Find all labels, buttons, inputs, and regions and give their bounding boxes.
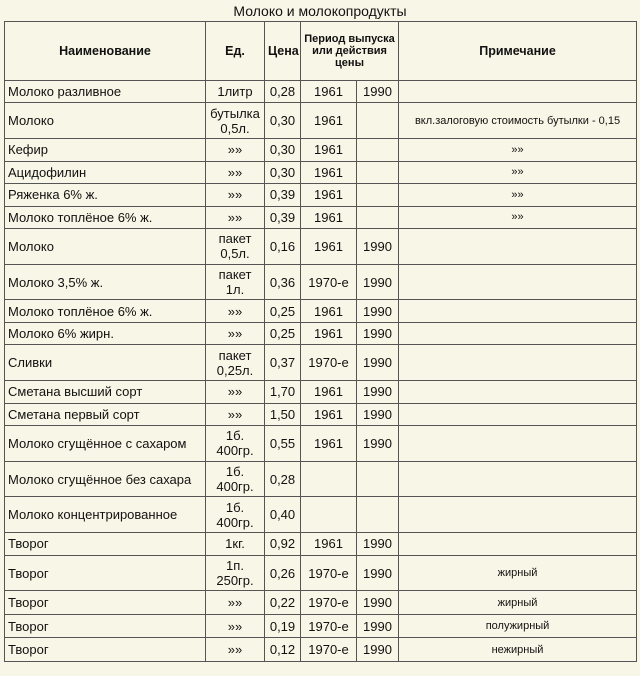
cell-note: »» [399,206,637,228]
cell-note: нежирный [399,638,637,662]
cell-name: Творог [5,614,206,637]
cell-note [399,381,637,403]
cell-unit: »» [206,161,265,183]
cell-y1: 1961 [301,300,357,322]
cell-unit: пакет 0,5л. [206,229,265,265]
cell-price: 0,39 [265,184,301,206]
cell-name: Молоко топлёное 6% ж. [5,300,206,322]
table-row [5,426,637,462]
cell-y1: 1961 [301,103,357,139]
cell-price: 0,25 [265,322,301,344]
cell-unit: »» [206,184,265,206]
header-note: Примечание [399,22,637,81]
cell-unit: 1б. 400гр. [206,426,265,462]
header-row [5,22,637,81]
cell-y1: 1970-е [301,638,357,662]
cell-y1: 1961 [301,381,357,403]
cell-name: Молоко сгущённое без сахара [5,461,206,497]
cell-note [399,403,637,425]
cell-name: Ацидофилин [5,161,206,183]
table-row [5,229,637,265]
cell-name: Творог [5,638,206,662]
table-row [5,300,637,322]
cell-name: Молоко [5,229,206,265]
cell-unit: пакет 1л. [206,264,265,300]
cell-y1: 1970-е [301,614,357,637]
cell-y2: 1990 [357,426,399,462]
cell-y2 [357,206,399,228]
cell-y2: 1990 [357,403,399,425]
cell-price: 0,25 [265,300,301,322]
cell-name: Молоко 3,5% ж. [5,264,206,300]
cell-unit: бутылка 0,5л. [206,103,265,139]
cell-y2: 1990 [357,533,399,555]
cell-unit: »» [206,591,265,614]
cell-y1: 1961 [301,426,357,462]
table-row [5,161,637,183]
cell-y2: 1990 [357,81,399,103]
cell-price: 0,30 [265,161,301,183]
cell-name: Молоко топлёное 6% ж. [5,206,206,228]
cell-note: жирный [399,591,637,614]
cell-price: 0,22 [265,591,301,614]
cell-y2: 1990 [357,300,399,322]
cell-name: Творог [5,591,206,614]
cell-y2 [357,497,399,533]
cell-y2: 1990 [357,555,399,591]
cell-y2: 1990 [357,381,399,403]
table-row [5,533,637,555]
cell-y2: 1990 [357,322,399,344]
cell-y2: 1990 [357,229,399,265]
cell-price: 0,28 [265,81,301,103]
cell-note [399,533,637,555]
header-unit: Ед. [206,22,265,81]
cell-note [399,426,637,462]
cell-y1: 1961 [301,206,357,228]
cell-y2 [357,184,399,206]
cell-y2: 1990 [357,264,399,300]
cell-unit: 1п. 250гр. [206,555,265,591]
table-row [5,591,637,614]
cell-unit: »» [206,300,265,322]
cell-unit: »» [206,381,265,403]
cell-price: 0,19 [265,614,301,637]
cell-name: Молоко [5,103,206,139]
cell-price: 0,39 [265,206,301,228]
cell-price: 0,26 [265,555,301,591]
table-row [5,461,637,497]
cell-name: Сливки [5,345,206,381]
cell-y2 [357,103,399,139]
cell-unit: »» [206,403,265,425]
cell-note: »» [399,161,637,183]
cell-name: Творог [5,555,206,591]
cell-price: 0,30 [265,103,301,139]
cell-unit: 1б. 400гр. [206,497,265,533]
cell-note [399,300,637,322]
cell-name: Молоко разливное [5,81,206,103]
cell-y1 [301,461,357,497]
cell-y1: 1970-е [301,591,357,614]
cell-y1: 1961 [301,322,357,344]
cell-price: 0,28 [265,461,301,497]
cell-name: Молоко сгущённое с сахаром [5,426,206,462]
cell-name: Кефир [5,139,206,161]
cell-note [399,229,637,265]
table-row [5,81,637,103]
cell-name: Ряженка 6% ж. [5,184,206,206]
cell-y1: 1961 [301,161,357,183]
cell-note: полужирный [399,614,637,637]
cell-unit: 1кг. [206,533,265,555]
cell-unit: 1литр [206,81,265,103]
cell-y2 [357,161,399,183]
table-row [5,555,637,591]
cell-y1: 1970-е [301,345,357,381]
table-row [5,638,637,662]
cell-name: Молоко концентрированное [5,497,206,533]
cell-note: »» [399,184,637,206]
cell-name: Сметана высший сорт [5,381,206,403]
cell-unit: 1б. 400гр. [206,461,265,497]
cell-note: вкл.залоговую стоимость бутылки - 0,15 [399,103,637,139]
table-row [5,345,637,381]
cell-y2: 1990 [357,591,399,614]
cell-y2: 1990 [357,345,399,381]
page-title: Молоко и молокопродукты [233,3,407,19]
cell-price: 0,55 [265,426,301,462]
price-table [4,21,637,662]
cell-unit: »» [206,638,265,662]
cell-note: »» [399,139,637,161]
cell-price: 0,92 [265,533,301,555]
cell-y1: 1961 [301,533,357,555]
cell-y2: 1990 [357,638,399,662]
cell-y1: 1961 [301,184,357,206]
header-period: Период выпуска или действия цены [301,22,399,81]
cell-unit: »» [206,139,265,161]
cell-y1: 1970-е [301,555,357,591]
cell-note [399,497,637,533]
cell-y1: 1961 [301,403,357,425]
table-row [5,139,637,161]
table-row [5,184,637,206]
table-row [5,322,637,344]
cell-y1: 1961 [301,139,357,161]
table-row [5,103,637,139]
header-name: Наименование [5,22,206,81]
cell-price: 1,50 [265,403,301,425]
cell-price: 0,30 [265,139,301,161]
cell-note [399,322,637,344]
cell-y1: 1970-е [301,264,357,300]
cell-note [399,264,637,300]
table-row [5,381,637,403]
table-row [5,497,637,533]
cell-name: Творог [5,533,206,555]
cell-name: Сметана первый сорт [5,403,206,425]
cell-y2: 1990 [357,614,399,637]
cell-name: Молоко 6% жирн. [5,322,206,344]
table-row [5,614,637,637]
cell-y1 [301,497,357,533]
cell-note [399,345,637,381]
cell-y2 [357,139,399,161]
cell-note: жирный [399,555,637,591]
cell-price: 0,37 [265,345,301,381]
cell-note [399,461,637,497]
cell-price: 0,40 [265,497,301,533]
cell-y1: 1961 [301,229,357,265]
cell-unit: »» [206,322,265,344]
cell-y1: 1961 [301,81,357,103]
cell-unit: »» [206,206,265,228]
cell-price: 0,16 [265,229,301,265]
table-row [5,206,637,228]
table-row [5,403,637,425]
cell-price: 1,70 [265,381,301,403]
cell-price: 0,36 [265,264,301,300]
header-price: Цена [265,22,301,81]
cell-y2 [357,461,399,497]
cell-unit: пакет 0,25л. [206,345,265,381]
cell-note [399,81,637,103]
table-row [5,264,637,300]
cell-unit: »» [206,614,265,637]
cell-price: 0,12 [265,638,301,662]
